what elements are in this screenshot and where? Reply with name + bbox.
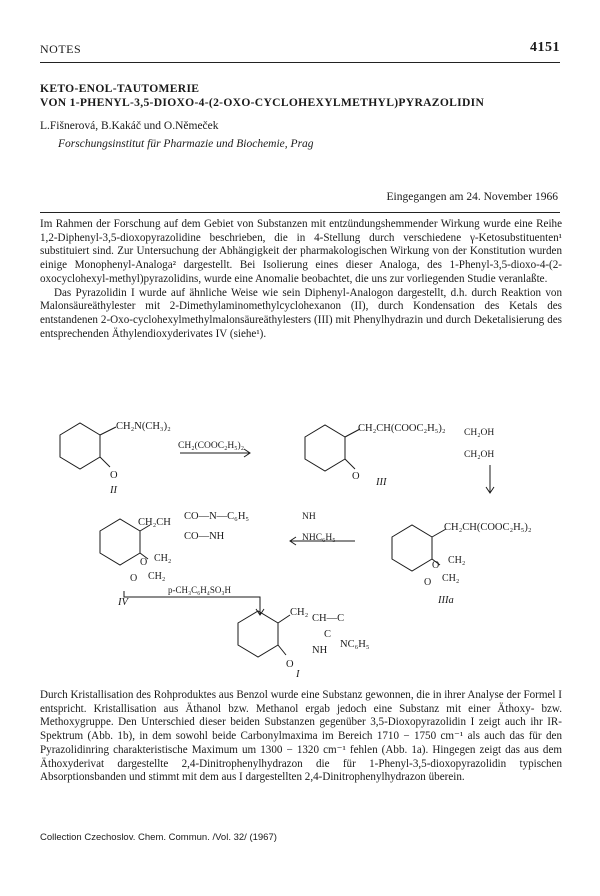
sub-IV-a: CH₂CH <box>138 517 171 528</box>
ring-III <box>305 425 345 471</box>
reagent-2b: CH₂OH <box>464 450 495 460</box>
paragraph-3: Durch Kristallisation des Rohproduktes aus Benzol wurde eine Substanz gewonnen, die in ihrer Analyse der Formel I entspricht. Kristallisation aus Äthanol bzw. Methanol ergab jedoch eine Substanz mit einer Äthoxy- bzw. Methoxygruppe. Den Unterschied dieser beiden Substanzen gegenüber 3,5-Dioxopyrazolidin I zeigt auch ihr IR-Spektrum (Abb. 1b), in dem sowohl beide Carbonylmaxima im Bereich 1710 − 1750 cm⁻¹ als auch das für den Pyrazolidinring charakteristische Maximum um 1300 − 1320 cm⁻¹ fehlen (Abb. 1a). Hingegen zeigt das aus dem Äthoxyderivat dargestellte 2,4-Dinitrophenylhydrazon die für 1-Phenyl-3,5-dioxopyrazolidin typischen Absorptionsbanden und stimmt mit dem aus I dargestellten 2,4-Dinitrophenylhydrazon überein. <box>40 689 562 784</box>
section-label: NOTES <box>40 42 82 56</box>
sub-I-b: CH—C <box>312 613 345 624</box>
reagent-3a: NH <box>302 512 316 522</box>
page-number: 4151 <box>530 40 560 55</box>
ketal-o-2: O <box>424 577 432 588</box>
reagent-4: p-CH₃C₆H₄SO₃H <box>168 585 232 595</box>
ring-II <box>60 423 100 469</box>
title-line-1: KETO-ENOL-TAUTOMERIE <box>40 82 200 95</box>
authors: L.Fišnerová, B.Kakáč und O.Němeček <box>40 120 219 132</box>
sub-IIIa: CH₂CH(COOC₂H₅)₂ <box>444 522 532 533</box>
sub-I-a: CH₂ <box>290 607 309 618</box>
bond-II-oxo <box>100 457 110 467</box>
reagent-1: CH₂(COOC₂H₅)₂ <box>178 441 245 451</box>
intro-text <box>40 218 562 341</box>
sub-I-c: C <box>324 629 332 640</box>
bond-II-sub <box>100 427 116 435</box>
sub-IV-c: CO—NH <box>184 531 225 542</box>
abstract-rule <box>40 212 560 213</box>
label-IIIa: IIIa <box>438 595 454 606</box>
oxo-II: O <box>110 470 118 481</box>
results-text <box>40 689 562 785</box>
article-title <box>40 82 484 110</box>
ring-IV <box>100 519 140 565</box>
ketal-IV-ch2-1: CH₂ <box>154 553 172 564</box>
bond-I-sub <box>278 615 290 623</box>
label-II: II <box>110 485 117 496</box>
bond-I-oxo <box>278 645 286 655</box>
label-I: I <box>296 669 300 680</box>
institute: Forschungsinstitut für Pharmazie und Biochemie, Prag <box>58 138 314 150</box>
oxo-III: O <box>352 471 360 482</box>
sub-I-e: NC₆H₅ <box>340 639 370 650</box>
journal-footer: Collection Czechoslov. Chem. Commun. /Vol. 32/ (1967) <box>40 832 277 843</box>
label-III: III <box>376 477 387 488</box>
paragraph-1: Im Rahmen der Forschung auf dem Gebiet von Substanzen mit entzündungshemmender Wirkung wurde eine Reihe 1,2-Diphenyl-3,5-dioxopyrazolidine beschrieben, die in 4-Stellung durch verschiedene γ-Ketosubstituenten¹ substituiert sind. Zur Untersuchung der Abhängigkeit der pharmakologischen Wirkung von der Konstitution wurden einige Monophenyl-Analoga² dargestellt. Bei Isolierung eines dieser Analoga, des 1-Phenyl-3,5-dioxo-4-(2-oxocyclohexyl-methyl)pyrazolidins, wurde eine Anomalie beobachtet, die uns zur vorliegenden Studie veranlaßte. <box>40 218 562 285</box>
paragraph-2: Das Pyrazolidin I wurde auf ähnliche Weise wie sein Diphenyl-Analogon dargestellt, d.h. durch Reaktion von Malonsäureäthylester mit 2-Dimethylaminomethylcyclohexanon (II), durch Kondensation des Ketals des entstandenen 2-Oxo-cyclohexylmethylmalonsäureäthylesters (III) mit Phenylhydrazin und durch Deketalisierung des entsprechenden Äthylendioxyderivates IV (siehe¹). <box>40 286 562 340</box>
header-rule <box>40 62 560 63</box>
ring-IIIa <box>392 525 432 571</box>
ketal-IV-o-1: O <box>140 557 148 568</box>
sub-IV-b: CO—N—C₆H₅ <box>184 511 250 522</box>
title-line-2: VON 1-PHENYL-3,5-DIOXO-4-(2-OXO-CYCLOHEXYLMETHYL)PYRAZOLIDIN <box>40 96 485 109</box>
received-date: Eingegangen am 24. November 1966 <box>386 191 558 203</box>
oxo-I: O <box>286 659 294 670</box>
ring-I <box>238 611 278 657</box>
ketal-IV-ch2-2: CH₂ <box>148 571 166 582</box>
reagent-2a: CH₂OH <box>464 428 495 438</box>
ketal-ch2-2: CH₂ <box>442 573 460 584</box>
ketal-IV-o-2: O <box>130 573 138 584</box>
sub-II: CH₂N(CH₃)₂ <box>116 421 171 432</box>
sub-III: CH₂CH(COOC₂H₅)₂ <box>358 423 446 434</box>
sub-I-d: NH <box>312 645 328 656</box>
ketal-ch2-1: CH₂ <box>448 555 466 566</box>
bond-III-oxo <box>345 459 355 469</box>
ketal-o-1: O <box>432 560 440 571</box>
label-IV: IV <box>118 597 128 608</box>
reaction-scheme <box>40 415 560 680</box>
reagent-3b: NHC₆H₅ <box>302 533 336 543</box>
